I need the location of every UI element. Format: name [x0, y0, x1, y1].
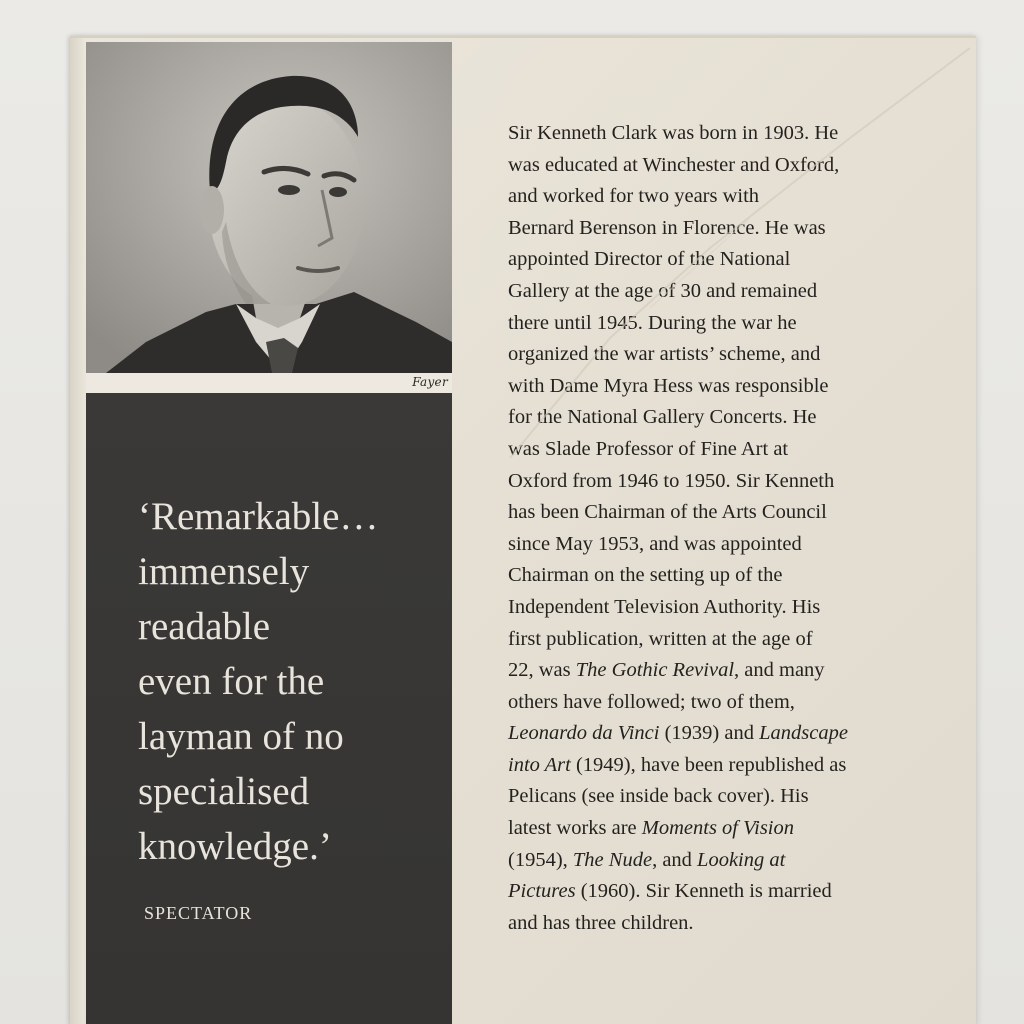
bio-line [508, 718, 958, 750]
bio-title-run: Leonardo da Vinci [508, 722, 660, 745]
bio-line [508, 813, 958, 845]
bio-line [508, 181, 958, 213]
bio-line [508, 308, 958, 340]
bio-text-run: has been Chairman of the Arts Council [508, 501, 827, 524]
bio-text-run: and has three children. [508, 911, 694, 934]
photo-caption-strip [86, 373, 452, 393]
bio-text-run: first publication, written at the age of [508, 627, 813, 650]
bio-title-run: Pictures [508, 880, 576, 903]
bio-line [508, 497, 958, 529]
bio-text-run: appointed Director of the National [508, 248, 791, 271]
portrait-illustration [86, 42, 452, 373]
bio-title-run: Looking at [697, 848, 786, 871]
bio-text-run: there until 1945. During the war he [508, 311, 797, 334]
bio-text-run: Oxford from 1946 to 1950. Sir Kenneth [508, 469, 835, 492]
bio-text-run: Chairman on the setting up of the [508, 564, 783, 587]
bio-line [508, 371, 958, 403]
bio-line [508, 244, 958, 276]
review-quote: ‘Remarkable… immensely readable even for the layman of no specialised knowledge.’ [138, 495, 379, 868]
quote-panel [86, 393, 452, 1024]
bio-text-run: (1939) and [659, 722, 760, 745]
bio-text-run: Pelicans (see inside back cover). His [508, 785, 809, 808]
bio-line [508, 624, 958, 656]
book-edge [70, 38, 84, 1024]
bio-line [508, 908, 958, 940]
bio-text-run: latest works are [508, 817, 642, 840]
bio-title-run: Moments of Vision [641, 817, 794, 840]
quote-source: SPECTATOR [144, 903, 253, 923]
bio-text-run: for the National Gallery Concerts. He [508, 406, 817, 429]
bio-line [508, 592, 958, 624]
bio-line [508, 687, 958, 719]
bio-line [508, 845, 958, 877]
book-back-cover [70, 36, 976, 1024]
bio-line [508, 339, 958, 371]
photo-credit: Fayer [412, 375, 448, 389]
bio-text-run: since May 1953, and was appointed [508, 532, 802, 555]
bio-line [508, 529, 958, 561]
bio-title-run: The Nude [572, 848, 653, 871]
author-biography [508, 118, 958, 939]
bio-text-run: Sir Kenneth Clark was born in 1903. He [508, 122, 839, 144]
bio-text-run: (1960). Sir Kenneth is married [575, 880, 832, 903]
bio-title-run: into Art [508, 753, 571, 776]
bio-text-run: (1949), have been republished as [570, 753, 847, 776]
author-portrait [86, 42, 452, 373]
bio-text-run: others have followed; two of them, [508, 690, 795, 713]
bio-text-run: (1954), [508, 848, 573, 871]
bio-line [508, 466, 958, 498]
bio-text-run: and worked for two years with [508, 185, 760, 208]
bio-text-run: Bernard Berenson in Florence. He was [508, 216, 826, 239]
bio-text-run: was Slade Professor of Fine Art at [508, 437, 789, 460]
bio-line [508, 781, 958, 813]
bio-text-run: was educated at Winchester and Oxford, [508, 153, 840, 176]
bio-line [508, 402, 958, 434]
bio-line [508, 876, 958, 908]
bio-title-run: Landscape [759, 722, 848, 745]
bio-text-run: organized the war artists’ scheme, and [508, 343, 821, 366]
bio-text-run: , and [652, 848, 698, 871]
bio-line [508, 213, 958, 245]
bio-text-run: Gallery at the age of 30 and remained [508, 279, 818, 302]
bio-line [508, 276, 958, 308]
bio-line [508, 118, 958, 150]
bio-text-run: 22, was [508, 659, 576, 682]
bio-line [508, 150, 958, 182]
bio-text-run: , and many [734, 659, 825, 682]
bio-text-run: Independent Television Authority. His [508, 595, 821, 618]
bio-text-run: with Dame Myra Hess was responsible [508, 374, 829, 397]
bio-line [508, 750, 958, 782]
bio-line [508, 434, 958, 466]
bio-line [508, 655, 958, 687]
bio-title-run: The Gothic Revival [575, 659, 735, 682]
bio-line [508, 560, 958, 592]
